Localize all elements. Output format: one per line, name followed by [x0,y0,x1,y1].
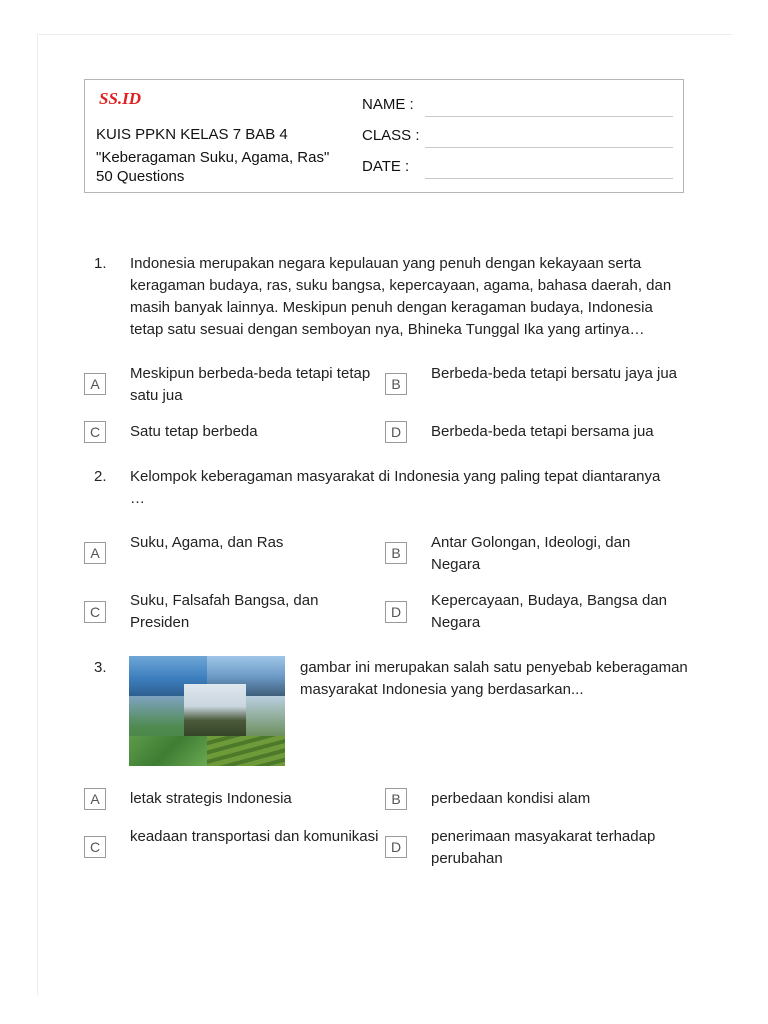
option-d-box[interactable]: D [385,836,407,858]
site-logo: SS.ID [99,89,142,108]
option-d-box[interactable]: D [385,601,407,623]
option-a-box[interactable]: A [84,373,106,395]
option-a-text: Suku, Agama, dan Ras [130,534,284,551]
option-b-text: perbedaan kondisi alam [431,790,591,807]
option-d-text: Kepercayaan, Budaya, Bangsa dan Negara [431,592,668,631]
quiz-header [84,79,684,193]
option-a-text: Meskipun berbeda-beda tetapi tetap satu jua [130,365,371,404]
question-text: Indonesia merupakan negara kepulauan yang penuh dengan kekayaan serta keragaman budaya, ras, suku bangsa, kepercayaan, agama, bahasa daerah, dan masih banyak lainnya. Meskipun penuh dengan keragaman budaya, Indonesia tetap satu sesuai dengan semboyan nya, Bhineka Tunggal Ika yang artinya… [130,255,672,338]
option-c-box[interactable]: C [84,601,106,623]
option-a-text: letak strategis Indonesia [130,790,292,807]
question-text: Kelompok keberagaman masyarakat di Indonesia yang paling tepat diantaranya … [130,468,661,507]
date-field[interactable] [425,178,673,179]
date-label: DATE : [362,158,410,175]
option-a-box[interactable]: A [84,542,106,564]
name-field[interactable] [425,116,673,117]
question-number: 3. [94,659,107,676]
option-d-text: Berbeda-beda tetapi bersama jua [431,423,654,440]
question-count: 50 Questions [96,168,185,185]
landscape-collage-image [129,656,285,766]
question-text: gambar ini merupakan salah satu penyebab keberagaman masyarakat Indonesia yang berdasarkan... [300,659,688,698]
option-b-text: Berbeda-beda tetapi bersatu jaya jua [431,365,678,382]
option-a-box[interactable]: A [84,788,106,810]
quiz-subtitle: "Keberagaman Suku, Agama, Ras" [96,149,330,166]
option-c-box[interactable]: C [84,836,106,858]
question-number: 2. [94,468,107,485]
option-c-text: Satu tetap berbeda [130,423,258,440]
question-number: 1. [94,255,107,272]
quiz-title: KUIS PPKN KELAS 7 BAB 4 [96,126,288,143]
option-b-box[interactable]: B [385,788,407,810]
class-label: CLASS : [362,127,420,144]
option-b-text: Antar Golongan, Ideologi, dan Negara [431,534,631,573]
class-field[interactable] [425,147,673,148]
option-d-text: penerimaan masyakarat terhadap perubahan [431,828,656,867]
option-c-text: Suku, Falsafah Bangsa, dan Presiden [130,592,319,631]
option-c-box[interactable]: C [84,421,106,443]
option-b-box[interactable]: B [385,542,407,564]
option-b-box[interactable]: B [385,373,407,395]
option-d-box[interactable]: D [385,421,407,443]
option-c-text: keadaan transportasi dan komunikasi [130,828,379,845]
name-label: NAME : [362,96,414,113]
